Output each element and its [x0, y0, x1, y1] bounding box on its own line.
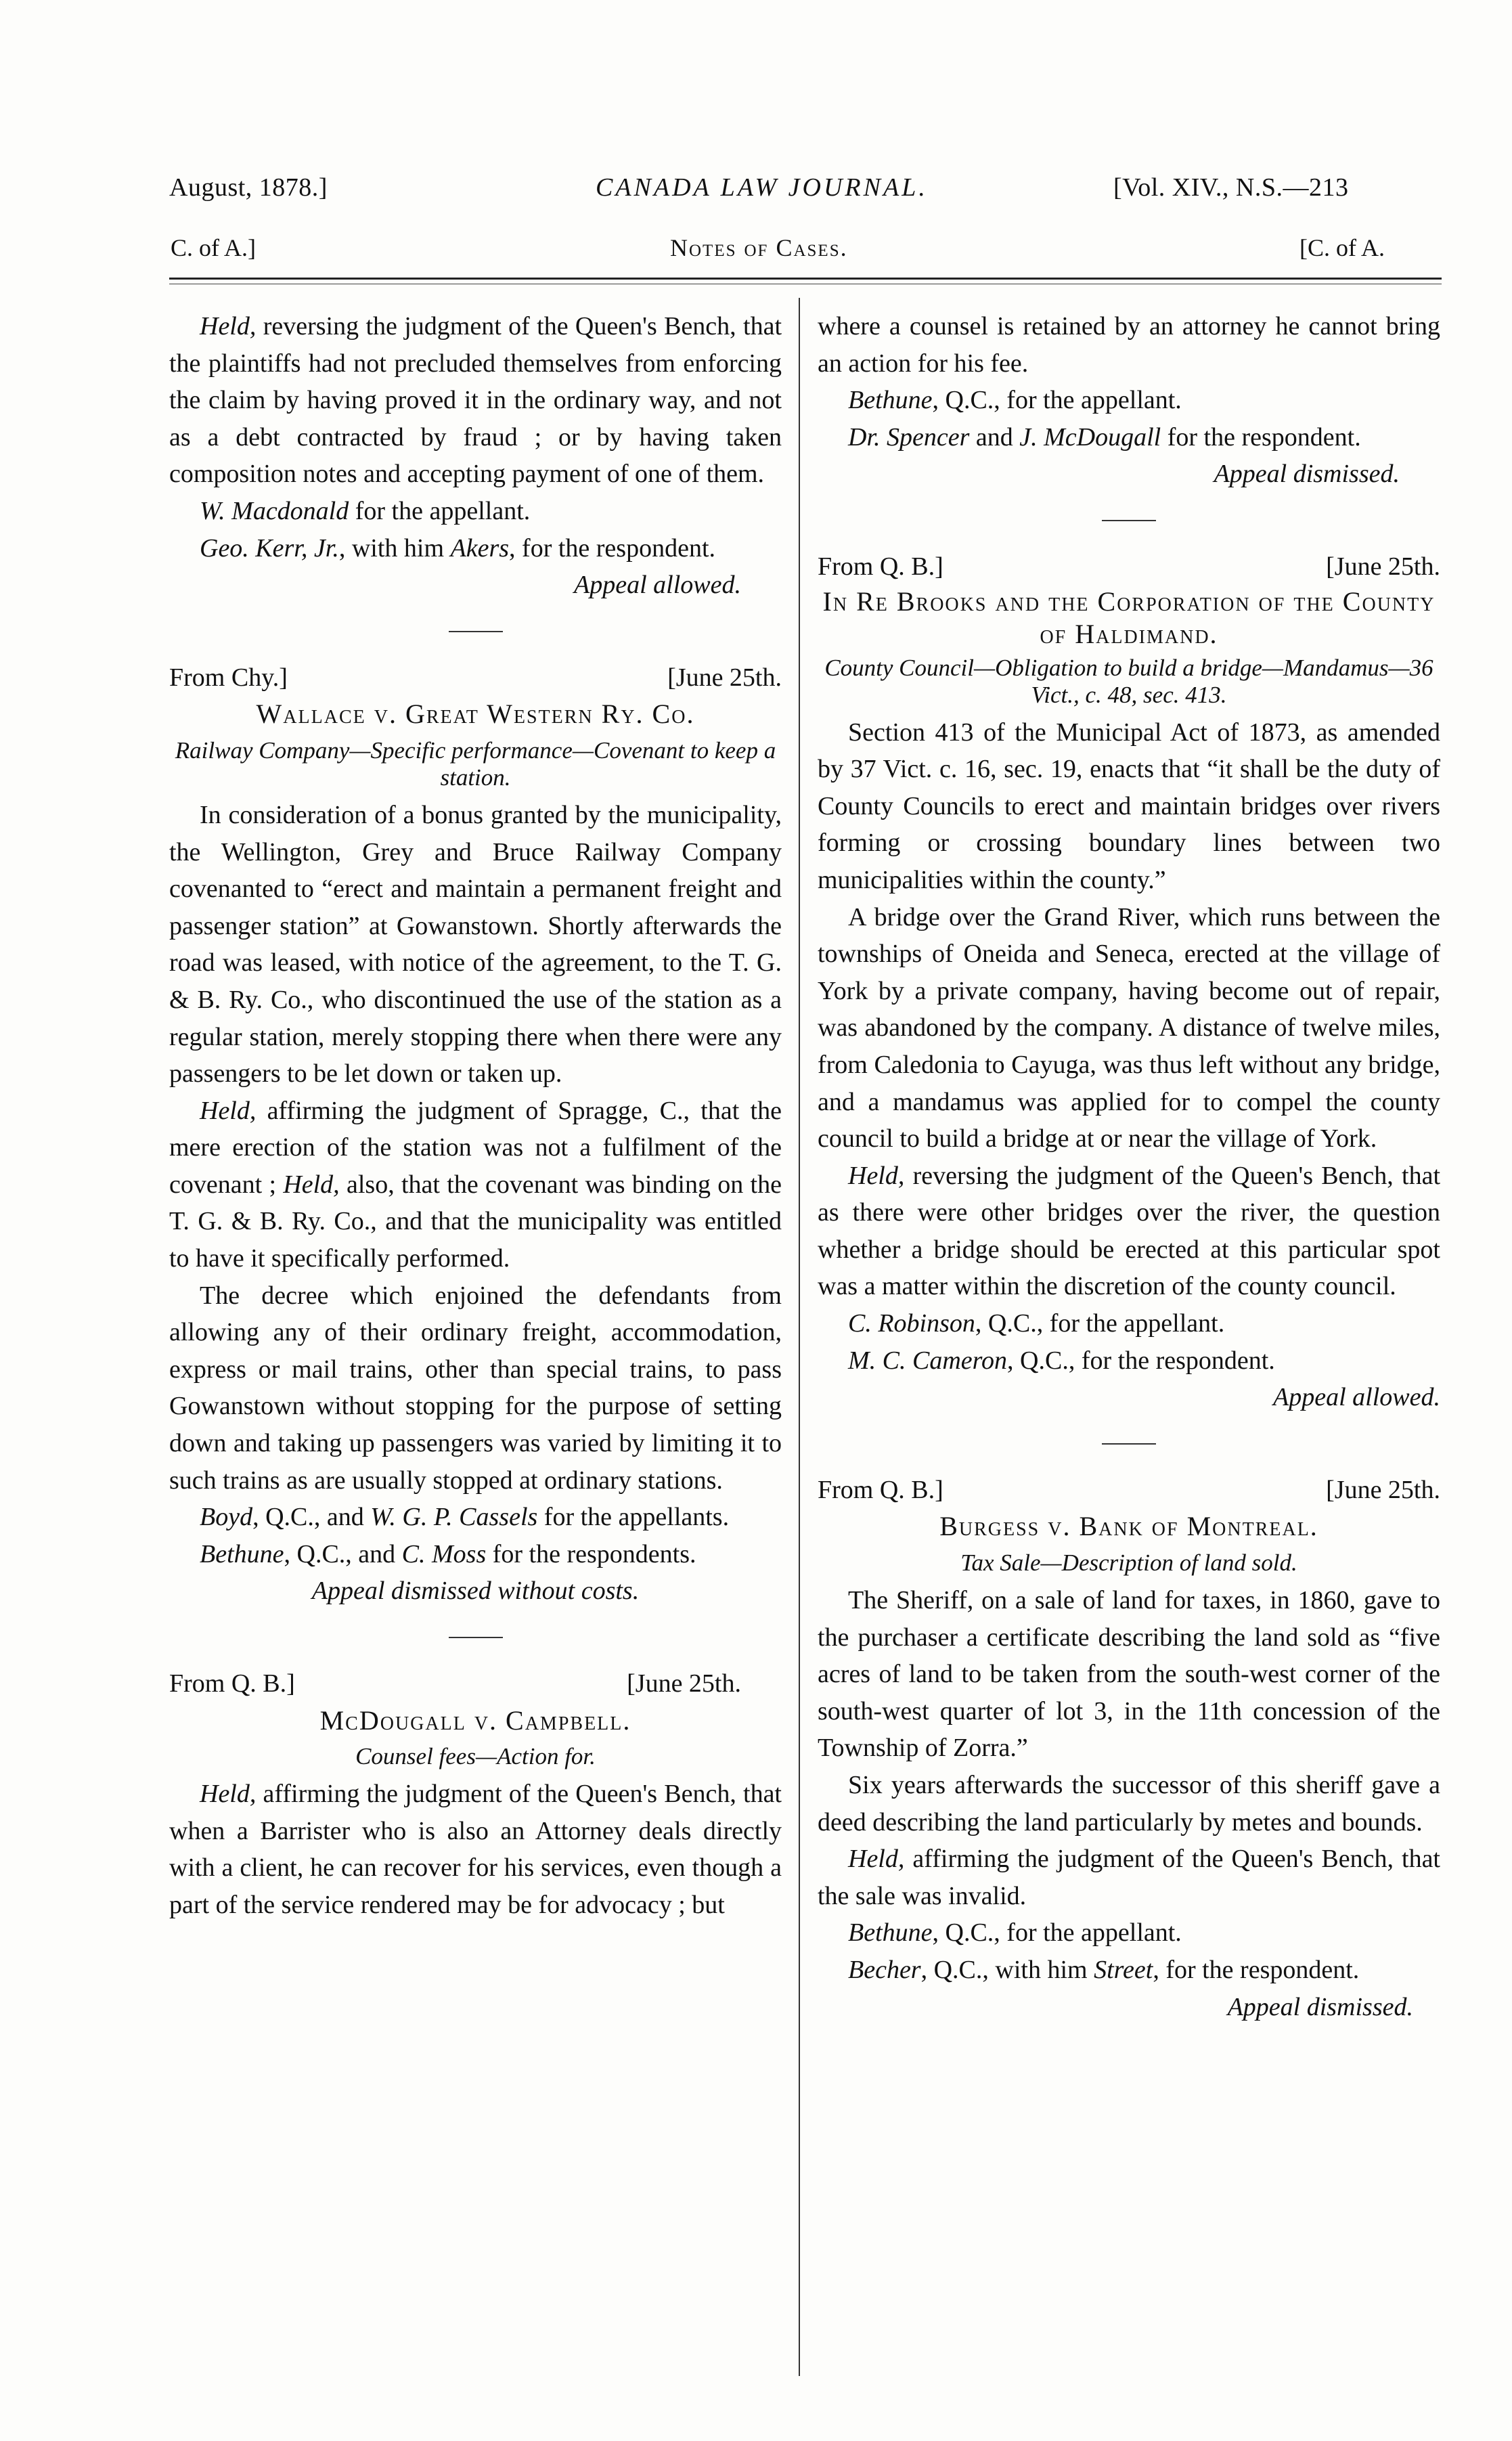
case-result: Appeal dismissed without costs.	[311, 1577, 640, 1606]
case-headnote: Tax Sale—Description of land sold.	[960, 1549, 1297, 1577]
counsel-line: Geo. Kerr, Jr., with him Akers, for the respondent.	[200, 533, 716, 563]
case-origin-line: From Chy.] [June 25th.	[169, 663, 782, 692]
case-result: Appeal dismissed.	[1214, 460, 1400, 489]
counsel-line: C. Robinson, Q.C., for the appellant.	[848, 1309, 1225, 1338]
case-origin-line: From Q. B.] [June 25th.	[169, 1669, 741, 1698]
journal-title: CANADA LAW JOURNAL.	[596, 173, 928, 202]
case-paragraph: Section 413 of the Municipal Act of 1873, as amended by 37 Vict. c. 16, sec. 19, enacts that “it shall be the duty of County Councils to erect and maintain bridges over rivers forming or crossing boundary lines between two municipalities within the county.”	[818, 718, 1440, 894]
held-paragraph: Held, affirming the judgment of Spragge, C., that the mere erection of the station was not a fulfilment of the covenant ; Held, also, that the covenant was binding on the T. G. & B. Ry. Co., and that the municipality was entitled to have it specifically performed.	[169, 1096, 782, 1273]
header-date: August, 1878.]	[169, 173, 328, 202]
held-paragraph: Held, reversing the judgment of the Queen's Bench, that the plaintiffs had not precluded themselves from enforcing the claim by having proved it in the ordinary way, and not as a debt contracted by fraud ; or by having taken composition notes and accepting payment of one of them.	[169, 312, 782, 489]
case-separator	[449, 631, 503, 632]
case-origin-line: From Q. B.] [June 25th.	[818, 552, 1440, 581]
case-headnote: County Council—Obligation to build a bridge—Mandamus—36 Vict., c. 48, sec. 413.	[824, 654, 1433, 708]
case-result: Appeal dismissed.	[1227, 1992, 1413, 2021]
case-title: McDougall v. Campbell.	[319, 1705, 631, 1736]
counsel-line: Becher, Q.C., with him Street, for the respondent.	[848, 1955, 1360, 1984]
case-title: Wallace v. Great Western Ry. Co.	[256, 699, 695, 730]
case-headnote: Railway Company—Specific performance—Covenant to keep a station.	[175, 736, 776, 791]
held-paragraph: Held, affirming the judgment of the Queen's Bench, that the sale was invalid.	[818, 1845, 1440, 1910]
right-column	[818, 308, 1440, 2025]
court-label-right: [C. of A.	[1299, 234, 1385, 261]
counsel-line: Bethune, Q.C., for the appellant.	[848, 1918, 1182, 1948]
counsel-line: Boyd, Q.C., and W. G. P. Cassels for the appellants.	[200, 1503, 730, 1532]
case-paragraph: where a counsel is retained by an attorney he cannot bring an action for his fee.	[818, 312, 1440, 378]
counsel-line: M. C. Cameron, Q.C., for the respondent.	[848, 1346, 1275, 1375]
case-paragraph: The decree which enjoined the defendants from allowing any of their ordinary freight, accommodation, express or mail trains, other than special trains, to pass Gowanstown without stopping for the purpose of setting down and taking up passengers was varied by limiting it to such trains as are usually stopped at ordinary stations.	[169, 1281, 782, 1495]
case-separator	[1102, 1443, 1156, 1445]
case-separator	[449, 1637, 503, 1638]
volume-page-number: [Vol. XIV., N.S.—213	[1113, 173, 1349, 202]
case-paragraph: A bridge over the Grand River, which runs between the townships of Oneida and Seneca, erected at the village of York by a private company, having become out of repair, was abandoned by the company. A distance of twelve miles, from Caledonia to Cayuga, was thus left without any bridge, and a mandamus was applied for to compel the county council to build a bridge at or near the village of York.	[818, 902, 1440, 1153]
court-label-left: C. of A.]	[171, 234, 256, 261]
counsel-line: Dr. Spencer and J. McDougall for the respondent.	[848, 422, 1361, 452]
held-paragraph: Held, reversing the judgment of the Queen's Bench, that as there were other bridges over the river, the question whether a bridge should be erected at this particular spot was a matter within the discretion of the county council.	[818, 1161, 1440, 1301]
counsel-line: Bethune, Q.C., and C. Moss for the respondents.	[200, 1539, 696, 1568]
counsel-line: Bethune, Q.C., for the appellant.	[848, 386, 1182, 415]
case-title: In Re Brooks and the Corporation of the County of Haldimand.	[822, 586, 1436, 649]
held-paragraph: Held, affirming the judgment of the Queen's Bench, that when a Barrister who is also an Attorney deals directly with a client, he can recover for his services, even though a part of the service rendered may be for advocacy ; but	[169, 1780, 782, 1919]
case-paragraph: Six years afterwards the successor of this sheriff gave a deed describing the land particularly by metes and bounds.	[818, 1771, 1440, 1837]
counsel-line: W. Macdonald for the appellant.	[200, 496, 531, 525]
case-headnote: Counsel fees—Action for.	[355, 1743, 596, 1770]
section-title: Notes of Cases.	[670, 234, 848, 261]
case-paragraph: In consideration of a bonus granted by the municipality, the Wellington, Grey and Bruce Railway Company covenanted to “erect and maintain a permanent freight and passenger station” at Gowanstown. Shortly afterwards the road was leased, with notice of the agreement, to the T. G. & B. Ry. Co., who discontinued the use of the station as a regular station, merely stopping there when there were any passengers to be let down or taken up.	[169, 800, 782, 1088]
case-result: Appeal allowed.	[574, 571, 741, 600]
case-separator	[1102, 520, 1156, 521]
header-rule	[169, 278, 1442, 282]
column-divider	[799, 298, 800, 2376]
case-title: Burgess v. Bank of Montreal.	[939, 1511, 1318, 1542]
case-paragraph: The Sheriff, on a sale of land for taxes, in 1860, gave to the purchaser a certificate describing the land sold as “five acres of land to be taken from the south-west corner of the south-west quarter of lot 3, in the 11th concession of the Township of Zorra.”	[818, 1586, 1440, 1763]
left-column	[169, 308, 782, 1924]
case-result: Appeal allowed.	[1273, 1383, 1440, 1412]
case-origin-line: From Q. B.] [June 25th.	[818, 1475, 1440, 1504]
